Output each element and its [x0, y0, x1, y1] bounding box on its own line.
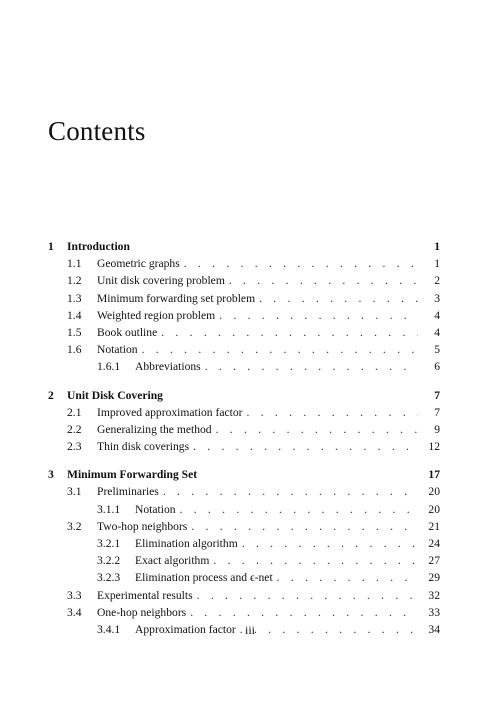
toc-sec-page: 21: [428, 519, 440, 533]
dot-leader: [191, 518, 418, 535]
dot-leader: [161, 324, 418, 341]
toc-chap-title: Introduction: [67, 240, 130, 253]
toc-sec-entry: [48, 587, 440, 604]
toc-sec-title: Minimum forwarding set problem: [97, 291, 256, 305]
toc-chap-page: 17: [428, 468, 440, 482]
toc-sec-page: 5: [434, 343, 440, 357]
toc-sub-page: 6: [434, 360, 440, 374]
toc-sec-entry: [48, 604, 440, 621]
dot-leader: [216, 421, 418, 438]
toc-sec-number: 1.4: [67, 308, 82, 322]
toc-sec-page: 12: [428, 440, 440, 454]
toc-sec-number: 1.6: [67, 343, 82, 357]
toc-chap-title: Unit Disk Covering: [67, 388, 163, 402]
toc-sec-number: 1.2: [67, 274, 82, 288]
toc-sub-title: Elimination algorithm: [135, 537, 238, 550]
toc-sub-page: 20: [428, 502, 440, 516]
dot-leader: [277, 569, 418, 586]
toc-sec-title: Experimental results: [97, 588, 193, 602]
toc-chapter-block: [48, 466, 440, 638]
dot-leader: [190, 604, 418, 621]
toc-chap-number: 1: [48, 240, 54, 253]
toc-sub-title: Notation: [135, 502, 176, 516]
toc-sec-entry: [48, 438, 440, 455]
toc-sec-title: Unit disk covering problem: [97, 274, 225, 288]
toc-sec-title: One-hop neighbors: [97, 605, 187, 619]
toc-sec-title: Notation: [97, 343, 138, 357]
toc-chapter-block: [48, 387, 440, 456]
toc-sub-title: Abbreviations: [135, 360, 201, 374]
toc-chap-entry: [48, 466, 440, 483]
toc-chap-number: 3: [48, 468, 54, 482]
toc-sec-page: 9: [434, 422, 440, 436]
dot-leader: [213, 552, 418, 569]
toc-sec-number: 3.3: [67, 588, 82, 602]
page-number: iii: [244, 623, 255, 637]
toc-sub-title: Exact algorithm: [135, 554, 210, 568]
toc-sec-number: 1.5: [67, 325, 82, 339]
toc-sub-entry: [48, 569, 440, 586]
toc-sec-title: Thin disk coverings: [97, 440, 190, 454]
toc-sub-entry: [48, 535, 440, 552]
toc-sub-entry: [48, 358, 440, 375]
toc-sec-entry: [48, 404, 440, 421]
toc-chap-number: 2: [48, 388, 54, 402]
toc-sec-entry: [48, 341, 440, 358]
toc-sec-entry: [48, 290, 440, 307]
toc-sec-page: 4: [434, 325, 440, 339]
dot-leader: [242, 535, 418, 552]
toc-sec-number: 2.1: [67, 405, 82, 419]
dot-leader: [247, 404, 418, 421]
dot-leader: [259, 290, 418, 307]
dot-leader: [163, 483, 418, 500]
toc-sub-number: 3.1.1: [97, 502, 121, 516]
toc-sec-number: 1.1: [67, 257, 82, 271]
dot-leader: [184, 255, 418, 272]
toc-sub-number: 1.6.1: [97, 360, 121, 374]
toc-chap-title: Minimum Forwarding Set: [67, 468, 198, 482]
toc-sub-entry: [48, 501, 440, 518]
toc-sec-number: 2.2: [67, 422, 82, 436]
toc-sec-page: 32: [428, 588, 440, 602]
toc-sub-title: Elimination process and ϵ-net: [135, 571, 273, 585]
toc-sec-entry: [48, 272, 440, 289]
toc-sec-title: Geometric graphs: [97, 257, 180, 271]
dot-leader: [229, 272, 418, 289]
toc-sec-entry: [48, 307, 440, 324]
toc-sec-entry: [48, 421, 440, 438]
toc-sec-page: 7: [434, 405, 440, 419]
toc-sec-page: 2: [434, 274, 440, 288]
toc-sec-page: 4: [434, 308, 440, 322]
toc-sec-number: 2.3: [67, 440, 82, 454]
toc-sub-page: 29: [428, 571, 440, 585]
toc-sec-title: Two-hop neighbors: [97, 519, 188, 533]
dot-leader: [180, 501, 418, 518]
toc-sec-number: 3.4: [67, 605, 82, 619]
toc-sub-page: 34: [428, 622, 440, 636]
toc-chap-entry: [48, 387, 440, 404]
toc-sec-number: 1.3: [67, 291, 82, 305]
page-title: Contents: [48, 116, 146, 146]
toc-sub-entry: [48, 552, 440, 569]
toc-sec-entry: [48, 483, 440, 500]
toc-sec-page: 33: [428, 605, 440, 619]
toc-sec-entry: [48, 324, 440, 341]
toc-sec-page: 3: [434, 291, 440, 305]
toc-sec-title: Generalizing the method: [97, 422, 212, 436]
toc-sec-entry: [48, 255, 440, 272]
dot-leader: [193, 438, 418, 455]
toc-chapter-block: [48, 238, 440, 376]
toc-sec-page: 1: [434, 257, 440, 271]
toc-sub-title: Approximation factor: [135, 622, 236, 636]
toc-sec-title: Improved approximation factor: [97, 405, 243, 419]
table-of-contents: [48, 238, 440, 649]
dot-leader: [205, 358, 418, 375]
dot-leader: [197, 587, 418, 604]
toc-sub-number: 3.2.3: [97, 571, 121, 585]
toc-sec-page: 20: [428, 485, 440, 499]
toc-sub-number: 3.2.1: [97, 537, 121, 550]
toc-sub-page: 24: [428, 537, 440, 550]
toc-chap-page: 1: [434, 240, 440, 253]
toc-chap-entry: [48, 238, 440, 255]
toc-sec-entry: [48, 518, 440, 535]
toc-sec-title: Book outline: [97, 325, 158, 339]
toc-sec-number: 3.1: [67, 485, 82, 499]
dot-leader: [219, 307, 418, 324]
toc-sub-number: 3.4.1: [97, 622, 121, 636]
toc-sec-title: Weighted region problem: [97, 308, 216, 322]
toc-sec-number: 3.2: [67, 519, 82, 533]
toc-sub-number: 3.2.2: [97, 554, 121, 568]
dot-leader: [142, 341, 418, 358]
toc-chap-page: 7: [434, 388, 440, 402]
toc-sub-page: 27: [428, 554, 440, 568]
toc-sec-title: Preliminaries: [97, 485, 159, 499]
